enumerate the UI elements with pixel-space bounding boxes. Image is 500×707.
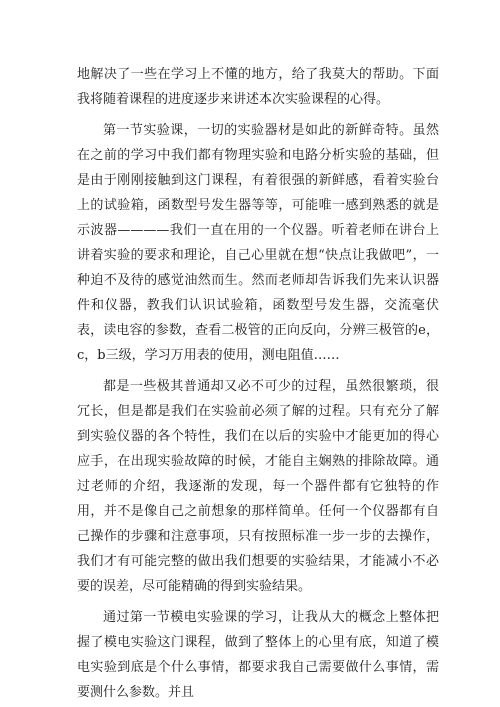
paragraph-2: 第一节实验课，一切的实验器材是如此的新鲜奇特。虽然在之前的学习中我们都有物理实验和电路分析实验的基础，但是由于刚刚接触到这门课程，有着很强的新鲜感，看着实验台上的试验箱，函数型号发生器等等，可能唯一感到熟悉的就是示波器————我们一直在用的一个仪器。听着老师在讲台上讲着实验的要求和理论，自己心里就在想“快点让我做吧”，一种迫不及待的感觉油然而生。然而老师却告诉我们先来认识器件和仪器，教我们认识试验箱，函数型号发生器，交流毫伏表，读电容的参数，查看二极管的正向反向，分辨三极管的e，c，b三级，学习万用表的使用，测电阻值…… [77,123,439,363]
document-body [77,62,439,705]
paragraph-1: 地解决了一些在学习上不懂的地方，给了我莫大的帮助。下面我将随着课程的进度逐步来讲述本次实验课程的心得。 [77,67,439,107]
paragraph-3: 都是一些极其普通却又必不可少的过程，虽然很繁琐，很冗长，但是都是我们在实验前必须了解的过程。只有充分了解到实验仪器的各个特性，我们在以后的实验中才能更加的得心应手，在出现实验故障的时候，才能自主娴熟的排除故障。通过老师的介绍，我逐渐的发现，每一个器件都有它独特的作用，并不是像自己之前想象的那样简单。任何一个仪器都有自己操作的步骤和注意事项，只有按照标准一步一步的去操作，我们才有可能完整的做出我们想要的实验结果，才能减小不必要的误差，尽可能精确的得到实验结果。 [77,379,439,594]
paragraph-4: 通过第一节模电实验课的学习，让我从大的概念上整体把握了模电实验这门课程，做到了整体上的心里有底，知道了模电实验到底是个什么事情，都要求我自己需要做什么事情，需要测什么参数。并且 [77,610,439,700]
